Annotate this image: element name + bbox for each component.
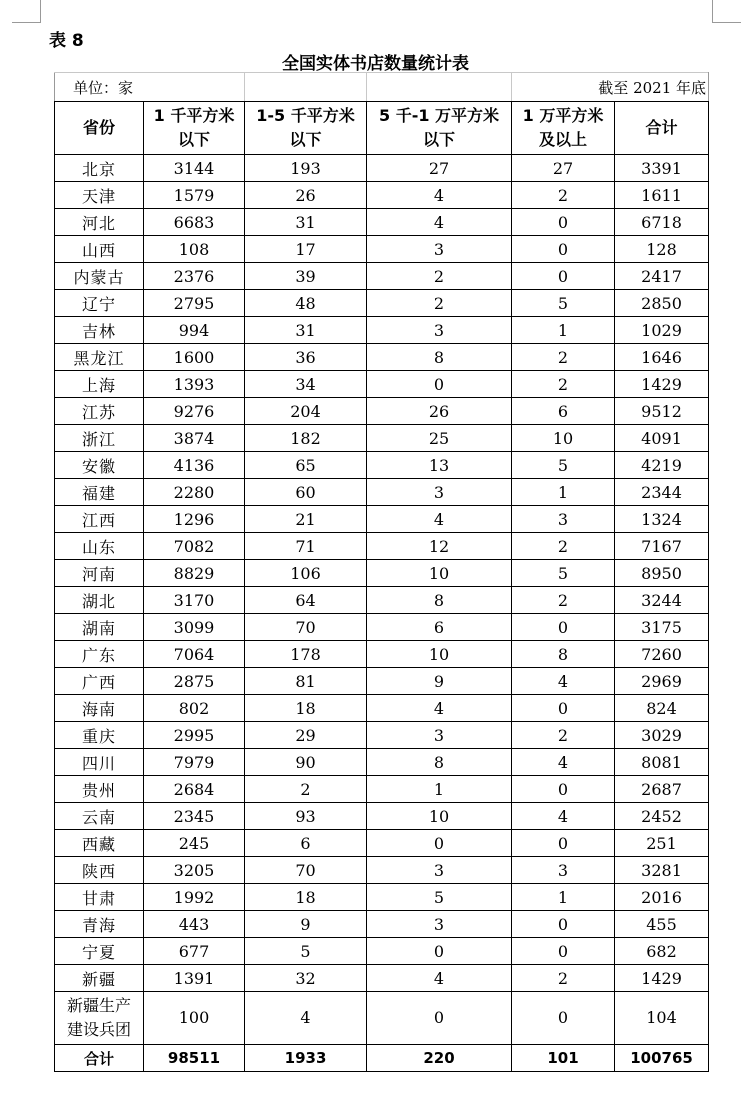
1k-5k-cell: 18 bbox=[245, 695, 367, 722]
10k-plus-cell: 4 bbox=[512, 668, 615, 695]
1k-5k-cell: 31 bbox=[245, 209, 367, 236]
1k-5k-cell: 36 bbox=[245, 344, 367, 371]
total-cell: 455 bbox=[615, 911, 709, 938]
province-cell: 辽宁 bbox=[55, 290, 144, 317]
province-cell: 宁夏 bbox=[55, 938, 144, 965]
header-1k-5k-sqm: 1-5 千平方米 以下 bbox=[245, 102, 367, 155]
5k-10k-cell: 2 bbox=[367, 263, 512, 290]
10k-plus-cell: 5 bbox=[512, 452, 615, 479]
5k-10k-cell: 5 bbox=[367, 884, 512, 911]
province-cell: 河北 bbox=[55, 209, 144, 236]
5k-10k-cell: 3 bbox=[367, 722, 512, 749]
total-cell: 1029 bbox=[615, 317, 709, 344]
table-row bbox=[55, 803, 709, 830]
under-1k-cell: 2376 bbox=[144, 263, 245, 290]
total-label: 合计 bbox=[55, 1045, 144, 1072]
10k-plus-cell: 101 bbox=[512, 1045, 615, 1072]
under-1k-cell: 2995 bbox=[144, 722, 245, 749]
1k-5k-cell: 34 bbox=[245, 371, 367, 398]
table-row bbox=[55, 506, 709, 533]
total-cell: 128 bbox=[615, 236, 709, 263]
10k-plus-cell: 2 bbox=[512, 722, 615, 749]
unit-row-spacer bbox=[245, 73, 367, 102]
total-cell: 8081 bbox=[615, 749, 709, 776]
under-1k-cell: 9276 bbox=[144, 398, 245, 425]
5k-10k-cell: 4 bbox=[367, 506, 512, 533]
1k-5k-cell: 5 bbox=[245, 938, 367, 965]
total-cell: 1324 bbox=[615, 506, 709, 533]
total-cell: 3281 bbox=[615, 857, 709, 884]
10k-plus-cell: 5 bbox=[512, 290, 615, 317]
page-corner-mark-right bbox=[712, 0, 741, 23]
under-1k-cell: 802 bbox=[144, 695, 245, 722]
under-1k-cell: 2795 bbox=[144, 290, 245, 317]
10k-plus-cell: 3 bbox=[512, 857, 615, 884]
10k-plus-cell: 0 bbox=[512, 776, 615, 803]
5k-10k-cell: 26 bbox=[367, 398, 512, 425]
province-cell: 吉林 bbox=[55, 317, 144, 344]
10k-plus-cell: 0 bbox=[512, 695, 615, 722]
province-cell: 上海 bbox=[55, 371, 144, 398]
1k-5k-cell: 65 bbox=[245, 452, 367, 479]
table-row bbox=[55, 992, 709, 1045]
10k-plus-cell: 10 bbox=[512, 425, 615, 452]
province-cell: 湖北 bbox=[55, 587, 144, 614]
5k-10k-cell: 9 bbox=[367, 668, 512, 695]
under-1k-cell: 7082 bbox=[144, 533, 245, 560]
1k-5k-cell: 70 bbox=[245, 857, 367, 884]
1k-5k-cell: 31 bbox=[245, 317, 367, 344]
5k-10k-cell: 8 bbox=[367, 749, 512, 776]
table-row bbox=[55, 533, 709, 560]
10k-plus-cell: 8 bbox=[512, 641, 615, 668]
page-corner-mark-left bbox=[12, 0, 41, 23]
1k-5k-cell: 106 bbox=[245, 560, 367, 587]
under-1k-cell: 994 bbox=[144, 317, 245, 344]
10k-plus-cell: 0 bbox=[512, 992, 615, 1045]
10k-plus-cell: 0 bbox=[512, 236, 615, 263]
5k-10k-cell: 4 bbox=[367, 695, 512, 722]
1k-5k-cell: 182 bbox=[245, 425, 367, 452]
table-row bbox=[55, 668, 709, 695]
1k-5k-cell: 2 bbox=[245, 776, 367, 803]
province-cell: 内蒙古 bbox=[55, 263, 144, 290]
1k-5k-cell: 1933 bbox=[245, 1045, 367, 1072]
under-1k-cell: 1600 bbox=[144, 344, 245, 371]
unit-label: 单位：家 bbox=[55, 73, 245, 102]
province-cell: 广西 bbox=[55, 668, 144, 695]
1k-5k-cell: 178 bbox=[245, 641, 367, 668]
province-cell: 河南 bbox=[55, 560, 144, 587]
table-row bbox=[55, 398, 709, 425]
5k-10k-cell: 6 bbox=[367, 614, 512, 641]
header-under-1k-sqm: 1 千平方米 以下 bbox=[144, 102, 245, 155]
header-5k-10k-sqm: 5 千-1 万平方米 以下 bbox=[367, 102, 512, 155]
province-cell bbox=[55, 992, 144, 1045]
table-row bbox=[55, 290, 709, 317]
under-1k-cell: 6683 bbox=[144, 209, 245, 236]
total-cell: 824 bbox=[615, 695, 709, 722]
total-cell: 2417 bbox=[615, 263, 709, 290]
table-row bbox=[55, 911, 709, 938]
total-cell: 251 bbox=[615, 830, 709, 857]
1k-5k-cell: 18 bbox=[245, 884, 367, 911]
1k-5k-cell: 71 bbox=[245, 533, 367, 560]
10k-plus-cell: 2 bbox=[512, 182, 615, 209]
10k-plus-cell: 0 bbox=[512, 263, 615, 290]
10k-plus-cell: 0 bbox=[512, 830, 615, 857]
under-1k-cell: 7979 bbox=[144, 749, 245, 776]
province-cell: 福建 bbox=[55, 479, 144, 506]
under-1k-cell: 2280 bbox=[144, 479, 245, 506]
table-row bbox=[55, 209, 709, 236]
total-cell: 8950 bbox=[615, 560, 709, 587]
under-1k-cell: 1393 bbox=[144, 371, 245, 398]
under-1k-cell: 98511 bbox=[144, 1045, 245, 1072]
table-row bbox=[55, 236, 709, 263]
5k-10k-cell: 220 bbox=[367, 1045, 512, 1072]
table-row bbox=[55, 560, 709, 587]
5k-10k-cell: 27 bbox=[367, 155, 512, 182]
1k-5k-cell: 90 bbox=[245, 749, 367, 776]
under-1k-cell: 100 bbox=[144, 992, 245, 1045]
under-1k-cell: 4136 bbox=[144, 452, 245, 479]
under-1k-cell: 2345 bbox=[144, 803, 245, 830]
under-1k-cell: 1391 bbox=[144, 965, 245, 992]
table-row bbox=[55, 182, 709, 209]
total-cell: 7167 bbox=[615, 533, 709, 560]
under-1k-cell: 3170 bbox=[144, 587, 245, 614]
province-cell: 江西 bbox=[55, 506, 144, 533]
province-cell: 新疆 bbox=[55, 965, 144, 992]
table-row bbox=[55, 425, 709, 452]
5k-10k-cell: 4 bbox=[367, 182, 512, 209]
5k-10k-cell: 3 bbox=[367, 857, 512, 884]
5k-10k-cell: 10 bbox=[367, 560, 512, 587]
header-total: 合计 bbox=[615, 102, 709, 155]
under-1k-cell: 3099 bbox=[144, 614, 245, 641]
table-row bbox=[55, 263, 709, 290]
10k-plus-cell: 1 bbox=[512, 884, 615, 911]
table-row bbox=[55, 938, 709, 965]
10k-plus-cell: 1 bbox=[512, 479, 615, 506]
10k-plus-cell: 6 bbox=[512, 398, 615, 425]
10k-plus-cell: 0 bbox=[512, 209, 615, 236]
1k-5k-cell: 4 bbox=[245, 992, 367, 1045]
10k-plus-cell: 0 bbox=[512, 614, 615, 641]
1k-5k-cell: 29 bbox=[245, 722, 367, 749]
table-row bbox=[55, 965, 709, 992]
province-cell: 浙江 bbox=[55, 425, 144, 452]
10k-plus-cell: 2 bbox=[512, 371, 615, 398]
1k-5k-cell: 93 bbox=[245, 803, 367, 830]
unit-row bbox=[55, 73, 709, 102]
10k-plus-cell: 2 bbox=[512, 587, 615, 614]
5k-10k-cell: 8 bbox=[367, 344, 512, 371]
table-row bbox=[55, 722, 709, 749]
5k-10k-cell: 3 bbox=[367, 236, 512, 263]
under-1k-cell: 677 bbox=[144, 938, 245, 965]
table-row bbox=[55, 452, 709, 479]
10k-plus-cell: 2 bbox=[512, 344, 615, 371]
table-row bbox=[55, 155, 709, 182]
province-cell: 黑龙江 bbox=[55, 344, 144, 371]
total-cell: 3391 bbox=[615, 155, 709, 182]
as-of-label: 截至 2021 年底 bbox=[512, 73, 709, 102]
5k-10k-cell: 8 bbox=[367, 587, 512, 614]
table-number: 表 8 bbox=[49, 31, 84, 51]
5k-10k-cell: 13 bbox=[367, 452, 512, 479]
table-row bbox=[55, 344, 709, 371]
header-province: 省份 bbox=[55, 102, 144, 155]
province-cell: 广东 bbox=[55, 641, 144, 668]
1k-5k-cell: 193 bbox=[245, 155, 367, 182]
1k-5k-cell: 17 bbox=[245, 236, 367, 263]
1k-5k-cell: 26 bbox=[245, 182, 367, 209]
1k-5k-cell: 81 bbox=[245, 668, 367, 695]
province-cell: 重庆 bbox=[55, 722, 144, 749]
1k-5k-cell: 6 bbox=[245, 830, 367, 857]
total-cell: 3175 bbox=[615, 614, 709, 641]
1k-5k-cell: 9 bbox=[245, 911, 367, 938]
5k-10k-cell: 25 bbox=[367, 425, 512, 452]
table-title: 全国实体书店数量统计表 bbox=[282, 54, 469, 74]
province-cell: 湖南 bbox=[55, 614, 144, 641]
5k-10k-cell: 3 bbox=[367, 317, 512, 344]
province-cell: 天津 bbox=[55, 182, 144, 209]
province-cell: 山东 bbox=[55, 533, 144, 560]
province-cell: 贵州 bbox=[55, 776, 144, 803]
10k-plus-cell: 2 bbox=[512, 965, 615, 992]
total-row bbox=[55, 1045, 709, 1072]
table-row bbox=[55, 830, 709, 857]
10k-plus-cell: 27 bbox=[512, 155, 615, 182]
under-1k-cell: 245 bbox=[144, 830, 245, 857]
10k-plus-cell: 4 bbox=[512, 803, 615, 830]
province-cell: 山西 bbox=[55, 236, 144, 263]
under-1k-cell: 1579 bbox=[144, 182, 245, 209]
total-cell: 4219 bbox=[615, 452, 709, 479]
1k-5k-cell: 204 bbox=[245, 398, 367, 425]
5k-10k-cell: 0 bbox=[367, 938, 512, 965]
total-cell: 2016 bbox=[615, 884, 709, 911]
10k-plus-cell: 0 bbox=[512, 938, 615, 965]
total-cell: 7260 bbox=[615, 641, 709, 668]
province-name-line: 新疆生产 bbox=[66, 996, 131, 1015]
5k-10k-cell: 12 bbox=[367, 533, 512, 560]
province-cell: 北京 bbox=[55, 155, 144, 182]
total-cell: 1611 bbox=[615, 182, 709, 209]
5k-10k-cell: 0 bbox=[367, 830, 512, 857]
under-1k-cell: 2684 bbox=[144, 776, 245, 803]
total-cell: 3244 bbox=[615, 587, 709, 614]
province-cell: 江苏 bbox=[55, 398, 144, 425]
1k-5k-cell: 32 bbox=[245, 965, 367, 992]
province-cell: 青海 bbox=[55, 911, 144, 938]
table-row bbox=[55, 371, 709, 398]
5k-10k-cell: 0 bbox=[367, 371, 512, 398]
5k-10k-cell: 2 bbox=[367, 290, 512, 317]
1k-5k-cell: 60 bbox=[245, 479, 367, 506]
total-cell: 1429 bbox=[615, 371, 709, 398]
province-name-line: 建设兵团 bbox=[66, 1020, 131, 1039]
5k-10k-cell: 0 bbox=[367, 992, 512, 1045]
total-cell: 100765 bbox=[615, 1045, 709, 1072]
total-cell: 104 bbox=[615, 992, 709, 1045]
table-row bbox=[55, 857, 709, 884]
total-cell: 9512 bbox=[615, 398, 709, 425]
10k-plus-cell: 4 bbox=[512, 749, 615, 776]
5k-10k-cell: 4 bbox=[367, 209, 512, 236]
total-cell: 2344 bbox=[615, 479, 709, 506]
1k-5k-cell: 39 bbox=[245, 263, 367, 290]
bookstore-statistics-table bbox=[54, 72, 709, 1072]
header-row bbox=[55, 102, 709, 155]
province-cell: 海南 bbox=[55, 695, 144, 722]
province-cell: 安徽 bbox=[55, 452, 144, 479]
10k-plus-cell: 2 bbox=[512, 533, 615, 560]
1k-5k-cell: 21 bbox=[245, 506, 367, 533]
total-cell: 2687 bbox=[615, 776, 709, 803]
5k-10k-cell: 4 bbox=[367, 965, 512, 992]
total-cell: 6718 bbox=[615, 209, 709, 236]
header-10k-plus-sqm: 1 万平方米 及以上 bbox=[512, 102, 615, 155]
under-1k-cell: 108 bbox=[144, 236, 245, 263]
total-cell: 4091 bbox=[615, 425, 709, 452]
5k-10k-cell: 10 bbox=[367, 641, 512, 668]
under-1k-cell: 1296 bbox=[144, 506, 245, 533]
5k-10k-cell: 1 bbox=[367, 776, 512, 803]
unit-row-spacer bbox=[367, 73, 512, 102]
10k-plus-cell: 1 bbox=[512, 317, 615, 344]
5k-10k-cell: 10 bbox=[367, 803, 512, 830]
province-cell: 四川 bbox=[55, 749, 144, 776]
5k-10k-cell: 3 bbox=[367, 479, 512, 506]
total-cell: 1429 bbox=[615, 965, 709, 992]
province-cell: 西藏 bbox=[55, 830, 144, 857]
table-row bbox=[55, 317, 709, 344]
table-row bbox=[55, 614, 709, 641]
under-1k-cell: 443 bbox=[144, 911, 245, 938]
under-1k-cell: 8829 bbox=[144, 560, 245, 587]
under-1k-cell: 2875 bbox=[144, 668, 245, 695]
1k-5k-cell: 48 bbox=[245, 290, 367, 317]
total-cell: 2969 bbox=[615, 668, 709, 695]
1k-5k-cell: 70 bbox=[245, 614, 367, 641]
total-cell: 682 bbox=[615, 938, 709, 965]
province-cell: 陕西 bbox=[55, 857, 144, 884]
5k-10k-cell: 3 bbox=[367, 911, 512, 938]
table-row bbox=[55, 641, 709, 668]
10k-plus-cell: 3 bbox=[512, 506, 615, 533]
under-1k-cell: 3144 bbox=[144, 155, 245, 182]
table-row bbox=[55, 749, 709, 776]
total-cell: 2850 bbox=[615, 290, 709, 317]
total-cell: 1646 bbox=[615, 344, 709, 371]
table-row bbox=[55, 695, 709, 722]
province-cell: 云南 bbox=[55, 803, 144, 830]
total-cell: 2452 bbox=[615, 803, 709, 830]
under-1k-cell: 3205 bbox=[144, 857, 245, 884]
table-row bbox=[55, 884, 709, 911]
10k-plus-cell: 0 bbox=[512, 911, 615, 938]
table-row bbox=[55, 587, 709, 614]
under-1k-cell: 3874 bbox=[144, 425, 245, 452]
under-1k-cell: 1992 bbox=[144, 884, 245, 911]
table-row bbox=[55, 776, 709, 803]
table-row bbox=[55, 479, 709, 506]
total-cell: 3029 bbox=[615, 722, 709, 749]
under-1k-cell: 7064 bbox=[144, 641, 245, 668]
province-cell: 甘肃 bbox=[55, 884, 144, 911]
1k-5k-cell: 64 bbox=[245, 587, 367, 614]
10k-plus-cell: 5 bbox=[512, 560, 615, 587]
